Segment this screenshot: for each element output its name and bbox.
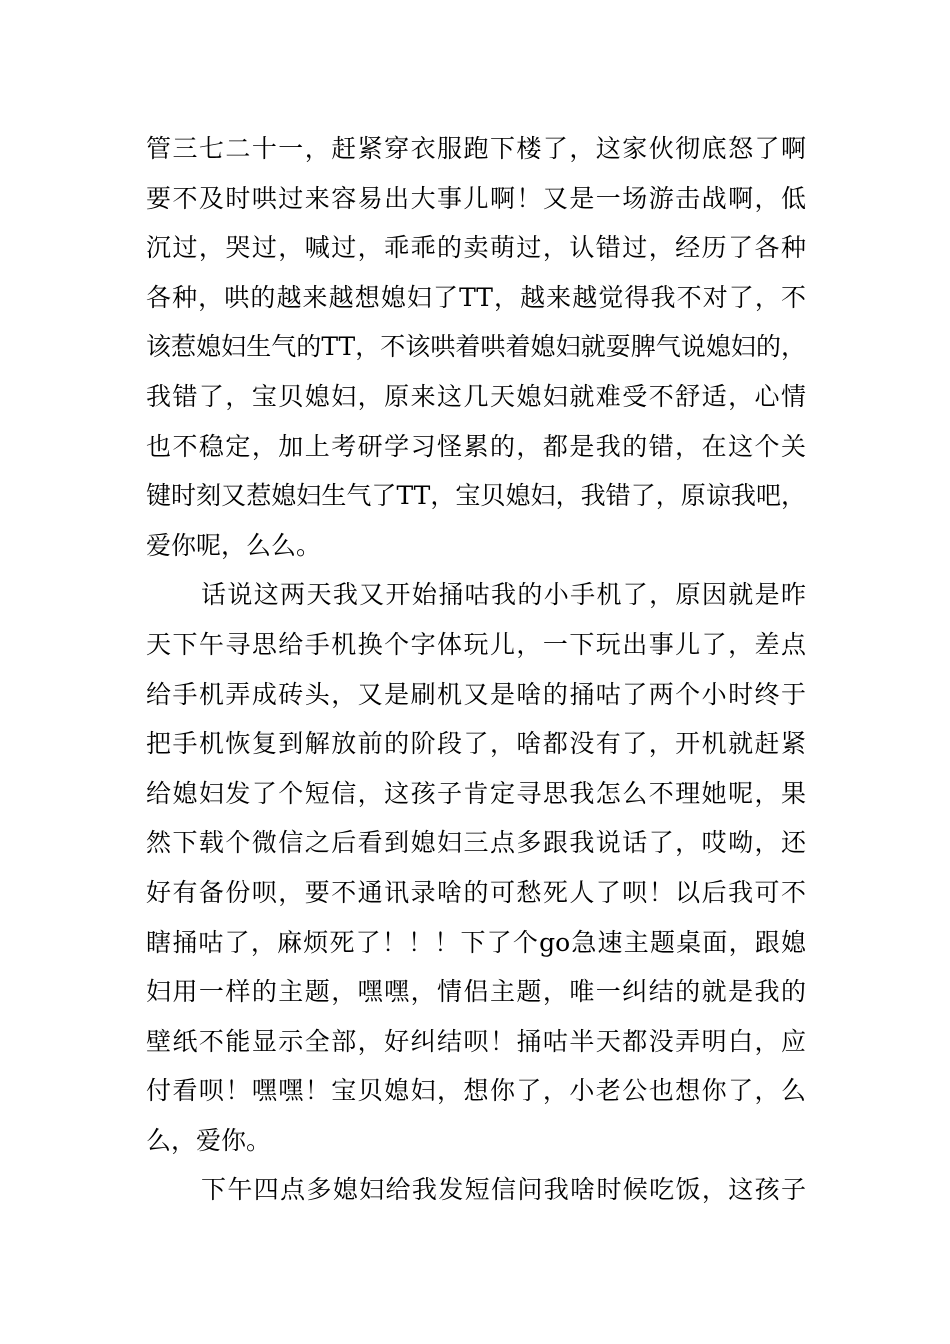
text-line: 给手机弄成砖头，又是刷机又是啥的捅咕了两个小时终于 [146, 679, 806, 709]
text-line: 管三七二十一，赶紧穿衣服跑下楼了，这家伙彻底怒了啊 [146, 134, 806, 163]
text-line: 该惹媳妇生气的TT，不该哄着哄着媳妇就耍脾气说媳妇的， [146, 332, 806, 362]
text-line: 也不稳定，加上考研学习怪累的，都是我的错，在这个关 [146, 431, 806, 461]
text-line: 我错了，宝贝媳妇，原来这几天媳妇就难受不舒适，心情 [146, 381, 806, 411]
paragraph-first-line: 话说这两天我又开始捅咕我的小手机了，原因就是昨 [201, 580, 806, 610]
paragraph-first-line: 下午四点多媳妇给我发短信问我啥时候吃饭，这孩子 [201, 1175, 806, 1205]
text-line: 爱你呢，么么。 [146, 530, 322, 560]
document-body [146, 124, 806, 1215]
text-line: 天下午寻思给手机换个字体玩儿，一下玩出事儿了，差点 [146, 629, 806, 659]
text-line: 瞎捅咕了，麻烦死了！！！下了个go急速主题桌面，跟媳 [146, 927, 806, 957]
text-line: 给媳妇发了个短信，这孩子肯定寻思我怎么不理她呢，果 [146, 778, 806, 808]
text-line: 壁纸不能显示全部，好纠结呗！捅咕半天都没弄明白，应 [146, 1026, 806, 1056]
text-line: 然下载个微信之后看到媳妇三点多跟我说话了，哎呦，还 [146, 828, 806, 858]
text-line: 沉过，哭过，喊过，乖乖的卖萌过，认错过，经历了各种 [146, 233, 806, 263]
text-line: 键时刻又惹媳妇生气了TT，宝贝媳妇，我错了，原谅我吧， [146, 481, 806, 511]
text-line: 把手机恢复到解放前的阶段了，啥都没有了，开机就赶紧 [146, 729, 806, 759]
text-line: 好有备份呗，要不通讯录啥的可愁死人了呗！以后我可不 [146, 877, 806, 907]
text-line: 么，爱你。 [146, 1125, 272, 1155]
text-line: 妇用一样的主题，嘿嘿，情侣主题，唯一纠结的就是我的 [146, 977, 806, 1007]
text-line: 付看呗！嘿嘿！宝贝媳妇，想你了，小老公也想你了，么 [146, 1076, 806, 1106]
text-line: 各种，哄的越来越想媳妇了TT，越来越觉得我不对了，不 [146, 282, 806, 312]
text-line: 要不及时哄过来容易出大事儿啊！又是一场游击战啊，低 [146, 183, 806, 213]
